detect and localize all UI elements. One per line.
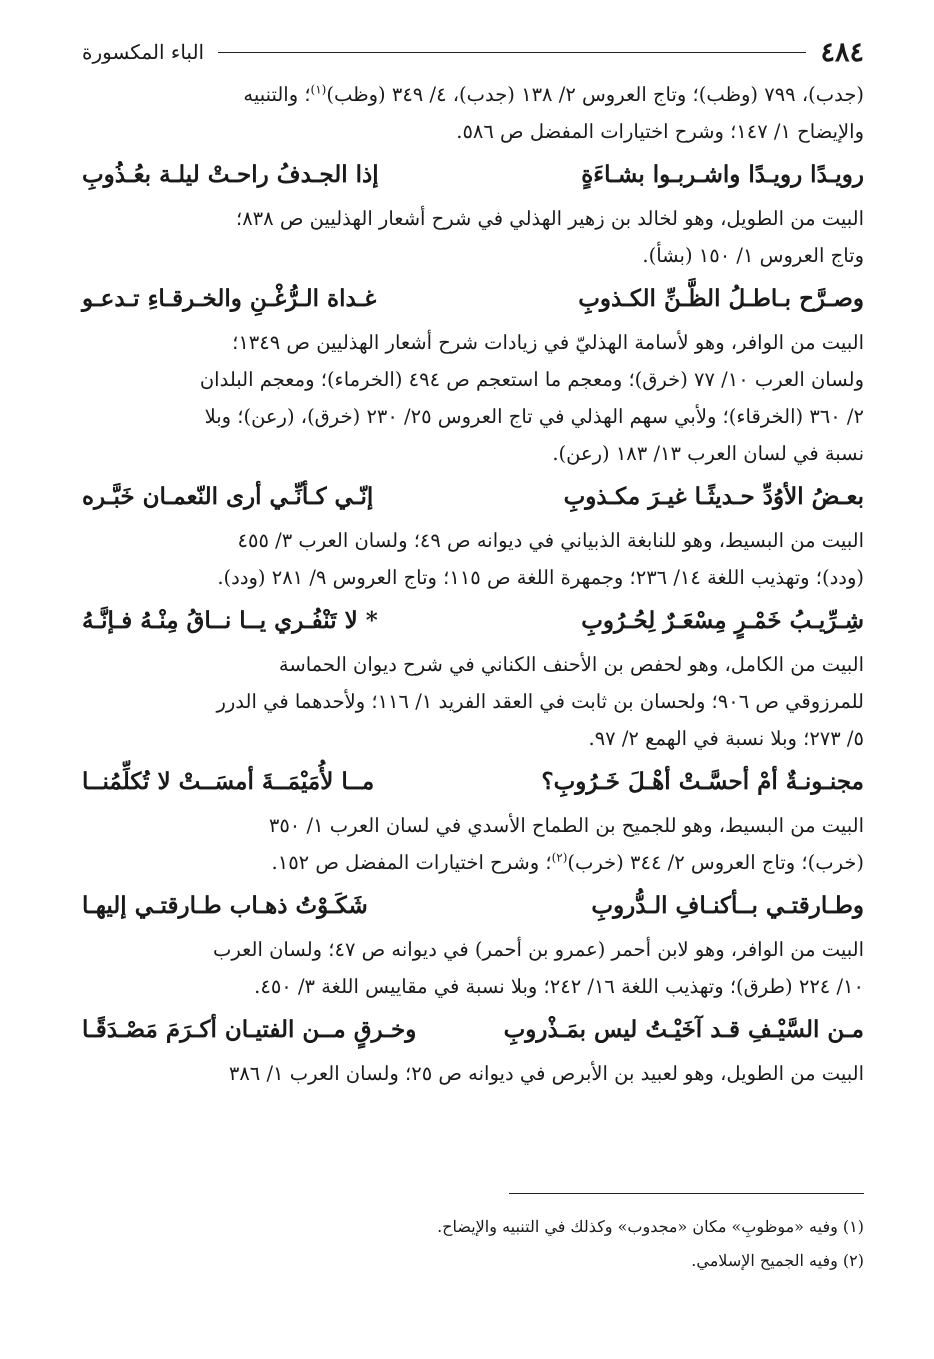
line-text: البيت من الوافر، وهو لابن أحمر (عمرو بن أحمر) في ديوانه ص ٤٧؛ ولسان العرب — [212, 938, 864, 961]
line-text: (جدب)، ٧٩٩ (وظب)؛ وتاج العروس ٢/ ١٣٨ (جدب)، ٤/ ٣٤٩ (وظب) — [326, 83, 864, 106]
commentary-paragraph — [82, 646, 864, 757]
line-text: للمرزوقي ص ٩٠٦؛ ولحسان بن ثابت في العقد الفريد ١/ ١١٦؛ ولأحدهما في الدرر — [216, 690, 864, 713]
line-text: ١٠/ ٢٢٤ (طرق)؛ وتهذيب اللغة ١٦/ ٢٤٢؛ وبلا نسبة في مقاييس اللغة ٣/ ٤٥٠. — [254, 975, 864, 998]
footnote-divider — [509, 1193, 864, 1194]
line-text: (خرب)؛ وتاج العروس ٢/ ٣٤٤ (خرب) — [567, 851, 864, 874]
footnote-2: (٢) وفيه الجميح الإسلامي. — [691, 1251, 864, 1270]
paragraph-line — [82, 76, 864, 113]
commentary-paragraph — [82, 931, 864, 1005]
line-text: البيت من الطويل، وهو لخالد بن زهير الهذلي في شرح أشعار الهذليين ص ٨٣٨؛ — [236, 207, 864, 230]
commentary-paragraph — [82, 324, 864, 472]
paragraph-line — [82, 435, 864, 472]
paragraph-line — [82, 1055, 864, 1092]
paragraph-line — [82, 646, 864, 683]
commentary-paragraph — [82, 807, 864, 881]
paragraph-line — [82, 522, 864, 559]
verse-second-hemistich: إنّـي كـأنِّـي أرى النّعمـان خَبَّـره — [82, 483, 374, 510]
paragraph-line — [82, 324, 864, 361]
verse-second-hemistich: مــا لأُمَيْمَــةَ أمسَــتْ لا تُكلِّمُنــا — [82, 768, 375, 795]
verse-first-hemistich: مـن السَّيْـفِ قـد آخَيْـتُ ليس بمَـذْروبِ — [503, 1016, 864, 1043]
book-page — [82, 30, 864, 1330]
section-title: الباء المكسورة — [82, 40, 205, 64]
line-text: وتاج العروس ١/ ١٥٠ (بشأ). — [642, 244, 864, 267]
paragraph-line — [82, 559, 864, 596]
line-text: البيت من الوافر، وهو لأسامة الهذليّ في زيادات شرح أشعار الهذليين ص ١٣٤٩؛ — [232, 331, 864, 354]
verse — [82, 274, 864, 324]
line-tail: ؛ وشرح اختيارات المفضل ص ١٥٢. — [271, 851, 552, 874]
verse — [82, 881, 864, 931]
paragraph-line — [82, 931, 864, 968]
line-text: (ودد)؛ وتهذيب اللغة ١٤/ ٢٣٦؛ وجمهرة اللغة ص ١١٥؛ وتاج العروس ٩/ ٢٨١ (ودد). — [217, 566, 864, 589]
verse-second-hemistich: * لا تَنْفُـري يــا نــاقُ مِنْـهُ فـإنَّـهُ — [82, 607, 378, 634]
paragraph-line — [82, 361, 864, 398]
verse-second-hemistich: شَكَـوْتُ ذهـاب طـارقتـي إليهـا — [82, 892, 368, 919]
verse — [82, 150, 864, 200]
footnote-ref: (٢) — [551, 850, 568, 865]
verse-first-hemistich: وطـارقتـي بــأكنـافِ الـدُّروبِ — [591, 892, 864, 919]
page-body — [82, 76, 864, 1092]
line-text: البيت من البسيط، وهو للنابغة الذبياني في ديوانه ص ٤٩؛ ولسان العرب ٣/ ٤٥٥ — [237, 529, 864, 552]
verse-first-hemistich: وصـرَّح بـاطـلُ الظَّـنِّ الكـذوبِ — [578, 285, 864, 312]
verse-second-hemistich: وخـرقٍ مــن الفتيـان أكـرَمَ مَصْـدَقًـا — [82, 1016, 417, 1043]
line-text: البيت من البسيط، وهو للجميح بن الطماح الأسدي في لسان العرب ١/ ٣٥٠ — [268, 814, 864, 837]
header-rule — [218, 52, 806, 53]
line-text: البيت من الكامل، وهو لحفص بن الأحنف الكناني في شرح ديوان الحماسة — [278, 653, 864, 676]
footnote-1: (١) وفيه «موظوبِ» مكان «مجدوب» وكذلك في التنبيه والإيضاح. — [437, 1217, 864, 1236]
verse-first-hemistich: شِـرِّيـبُ خَمْـرٍ مِسْعَـرٌ لِحُـرُوبِ — [581, 607, 864, 634]
page-number: ٤٨٤ — [820, 36, 864, 68]
paragraph-line — [82, 113, 864, 150]
line-tail: ؛ والتنبيه — [243, 83, 311, 106]
paragraph-line — [82, 683, 864, 720]
verse-second-hemistich: غـداة الـرُّغْـنِ والخـرقـاءِ تـدعـو — [82, 285, 377, 312]
verse-first-hemistich: بعـضُ الأوُدِّ حـديثًـا غيـرَ مكـذوبِ — [563, 483, 864, 510]
line-text: ٥/ ٢٧٣؛ وبلا نسبة في الهمع ٢/ ٩٧. — [588, 727, 864, 750]
paragraph-line — [82, 844, 864, 881]
commentary-paragraph — [82, 522, 864, 596]
paragraph-line — [82, 398, 864, 435]
paragraph-line — [82, 200, 864, 237]
commentary-paragraph — [82, 200, 864, 274]
footnote-ref: (١) — [310, 82, 327, 97]
line-text: البيت من الطويل، وهو لعبيد بن الأبرص في ديوانه ص ٢٥؛ ولسان العرب ١/ ٣٨٦ — [228, 1062, 864, 1085]
verse — [82, 596, 864, 646]
paragraph-line — [82, 237, 864, 274]
verse-second-hemistich: إذا الجـدفُ راحـتْ ليلـة بعُـذُوبِ — [82, 161, 379, 188]
footnotes — [82, 1210, 864, 1278]
line-text: ٢/ ٣٦٠ (الخرقاء)؛ ولأبي سهم الهذلي في تاج العروس ٢٥/ ٢٣٠ (خرق)، (رعن)؛ وبلا — [204, 405, 864, 428]
paragraph-line — [82, 968, 864, 1005]
paragraph-line — [82, 720, 864, 757]
verse-first-hemistich: رويـدًا رويـدًا واشـربـوا بشـاءَةٍ — [581, 161, 864, 188]
page-header — [82, 30, 864, 74]
verse — [82, 1005, 864, 1055]
verse — [82, 757, 864, 807]
paragraph-line — [82, 807, 864, 844]
commentary-paragraph — [82, 1055, 864, 1092]
line-text: ولسان العرب ١٠/ ٧٧ (خرق)؛ ومعجم ما استعجم ص ٤٩٤ (الخرماء)؛ ومعجم البلدان — [199, 368, 864, 391]
verse-first-hemistich: مجنـونـةٌ أمْ أحسَّـتْ أهْـلَ خَـرُوبِ؟ — [541, 768, 864, 795]
line-text: والإيضاح ١/ ١٤٧؛ وشرح اختيارات المفضل ص ٥٨٦. — [456, 120, 864, 143]
verse — [82, 472, 864, 522]
commentary-paragraph — [82, 76, 864, 150]
line-text: نسبة في لسان العرب ١٣/ ١٨٣ (رعن). — [552, 442, 864, 465]
